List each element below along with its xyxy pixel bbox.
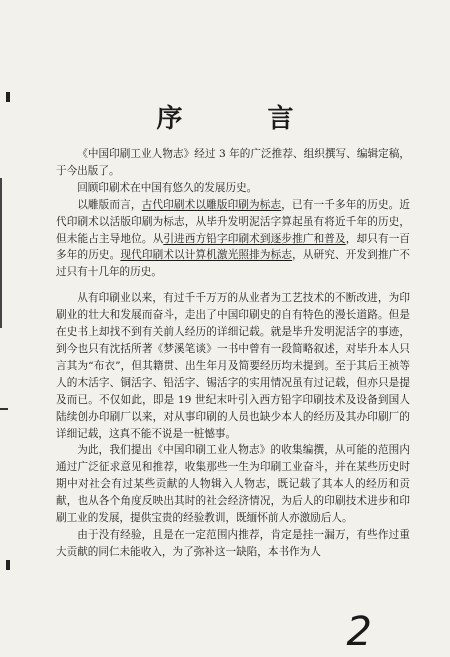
underlined-text: 现代印刷术以计算机激光照排为标志 [120, 249, 293, 262]
margin-bracket [0, 178, 5, 328]
paragraph-underlined [56, 197, 410, 282]
page-title: 序 言 [156, 104, 332, 134]
paragraph: 为此，我们提出《中国印刷工业人物志》的收集编撰，从可能的范围内通过广泛征求意见和推荐，收集那些一生为印刷工业奋斗，并在某些历史时期中对社会有过某些贡献的人物辑入人物志，既记载了其本人的经历和贡献，也从各个角度反映出其时的社会经济情况，为后人的印刷技术进步和印刷工业的发展，提供宝贵的经验教训，既缅怀前人亦激励后人。 [56, 444, 410, 525]
paragraph: 从有印刷业以来，有过千千万万的从业者为工艺技术的不断改进，为印刷业的壮大和发展而奋斗，走出了中国印刷史的自有特色的漫长道路。但是在史书上却找不到有关前人经历的详细记载。就是毕升发明泥活字的事迹，到今也只有沈括所著《梦溪笔谈》一书中曾有一段简略叙述，对毕升本人只言其为“布衣”，但其籍贯、出生年月及简要经历均未提到。至于其后王祯等人的木活字、铜活字、铅活字、锡活字的实用情况虽有过记载，但亦只是提及而已。不仅如此，即是 19 世纪末叶引入西方铅字印刷技术及设备到国人陆续创办印刷厂以来，对从事印刷的人员也缺少本人的经历及其办印刷厂的详细记载，这真不能不说是一桩憾事。 [56, 292, 410, 440]
text-run: 以雕版而言， [77, 198, 142, 211]
underlined-text: 古代印刷术以雕版印刷为标志 [141, 198, 282, 211]
paragraph: 回顾印刷术在中国有悠久的发展历史。 [77, 181, 258, 194]
text-run: ，从研究、开发到推广不过只有十几年的历史。 [56, 249, 411, 279]
handwritten-page-number: 2 [346, 609, 372, 655]
underlined-text: 引进西方铅字印刷术到逐步推广和普及 [163, 232, 346, 245]
paragraph: 《中国印刷工业人物志》经过 3 年的广泛推荐、组织撰写、编辑定稿，于今出版了。 [56, 148, 410, 177]
preface-body [56, 146, 410, 561]
text-run: ，已有一千多年的历史。近代印刷术以活版印刷为标志，从毕升发明泥活字算起虽有将近千年的历史，但未能占主导地位。从 [56, 198, 411, 245]
text-run: ，却只有一百多年的历史。 [56, 232, 411, 262]
margin-mark [6, 560, 10, 570]
paragraph: 由于没有经验，且是在一定范围内推荐，肯定是挂一漏万，有些作过重大贡献的同仁未能收入，为了弥补这一缺陷，本书作为人 [56, 528, 410, 558]
margin-tick [0, 408, 8, 410]
